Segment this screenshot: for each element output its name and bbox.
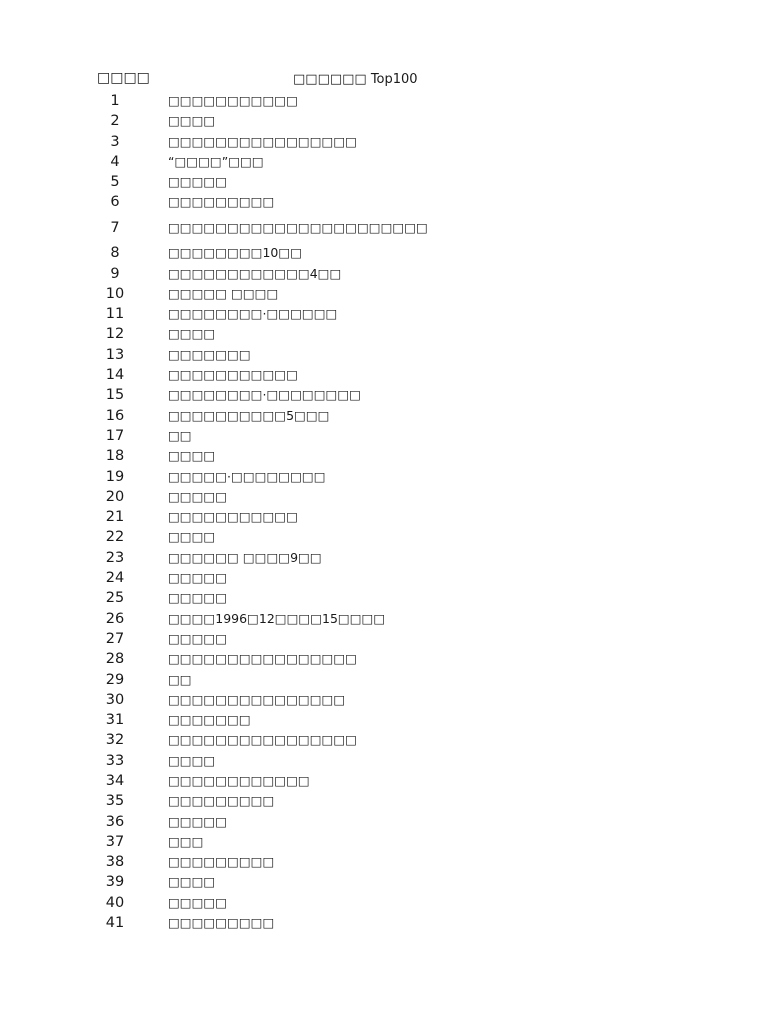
- list-item: [0, 913, 768, 933]
- item-title: □□□□□□□□□□□□□□□□: [168, 732, 357, 748]
- item-title: □□□□□: [168, 488, 228, 504]
- list-item: [0, 670, 768, 690]
- item-title: □□□□□□□□□□□: [168, 509, 298, 525]
- rank-number: 5: [110, 174, 120, 191]
- rank-number: 30: [105, 691, 125, 708]
- item-title: □□□□□□□□□□□□□□□□□□□□□□: [168, 219, 428, 235]
- rank-number: 11: [105, 306, 125, 323]
- item-title: □□□□□□ □□□□9□□: [168, 549, 322, 565]
- list-item: [0, 284, 768, 304]
- list-item: [0, 548, 768, 568]
- list-item: [0, 192, 768, 212]
- ranking-list: [0, 91, 768, 933]
- list-item: [0, 213, 768, 244]
- item-title: □□: [168, 671, 192, 687]
- rank-number: 20: [105, 488, 125, 505]
- item-title: □□□□□□□: [168, 346, 251, 362]
- rank-number: 4: [110, 153, 120, 170]
- rank-number: 40: [105, 894, 125, 911]
- list-item: [0, 832, 768, 852]
- list-item: [0, 264, 768, 284]
- rank-number: 34: [105, 773, 125, 789]
- rank-number: 24: [105, 570, 125, 587]
- item-title: □□□□□□□□□□□: [168, 367, 298, 383]
- rank-number: 27: [105, 630, 125, 647]
- item-title: □□□□□□□□□□□□□□□□: [168, 651, 357, 667]
- item-title: □□□□□□□□□: [168, 194, 275, 210]
- item-title: □□□□□: [168, 174, 228, 190]
- rank-number: 2: [110, 113, 120, 130]
- rank-number: 6: [110, 194, 120, 211]
- rank-number: 32: [105, 732, 125, 749]
- rank-number: 7: [110, 219, 120, 236]
- item-title: □□□□□□□□·□□□□□□□□: [168, 387, 361, 403]
- list-item: [0, 812, 768, 832]
- list-item: [0, 406, 768, 426]
- item-title: □□□□□□□: [168, 712, 251, 728]
- item-title: □□□□□□□□□□□□□□□: [168, 691, 346, 707]
- list-item: [0, 467, 768, 487]
- item-title: □□□□□: [168, 590, 228, 606]
- item-title: □□□□1996□12□□□□15□□□□: [168, 610, 386, 626]
- rank-number: 14: [105, 367, 125, 384]
- rank-number: 12: [105, 326, 125, 343]
- item-title: □□□□□□□□□□□: [168, 93, 298, 108]
- item-title: □□□□□□□□□□5□□□: [168, 407, 330, 423]
- item-title: □□: [168, 427, 192, 443]
- rank-number: 10: [105, 285, 125, 302]
- item-title: □□□□□□□□□: [168, 793, 275, 809]
- rank-number: 29: [105, 671, 125, 688]
- list-item: [0, 771, 768, 791]
- item-title: □□□□□ □□□□: [168, 285, 279, 301]
- list-item: [0, 852, 768, 872]
- item-title: □□□□□: [168, 570, 228, 586]
- list-item: [0, 568, 768, 588]
- page-title: □□□□□□ Top100: [293, 72, 418, 87]
- item-title: □□□□□□□□□□□□□□□□: [168, 133, 357, 149]
- rank-number: 9: [110, 265, 120, 282]
- rank-number: 17: [105, 427, 125, 444]
- list-item: [0, 132, 768, 152]
- item-title: □□□□: [168, 752, 216, 768]
- item-title: □□□□□·□□□□□□□□: [168, 468, 326, 484]
- list-item: [0, 304, 768, 324]
- rank-number: 39: [105, 874, 125, 891]
- list-item: [0, 152, 768, 172]
- rank-number: 41: [105, 915, 125, 932]
- rank-number: 35: [105, 793, 125, 810]
- item-title: □□□□: [168, 874, 216, 890]
- rank-number: 22: [105, 529, 125, 546]
- item-title: □□□□□: [168, 894, 228, 910]
- rank-number: 26: [105, 610, 125, 627]
- list-item: [0, 710, 768, 730]
- list-item: [0, 111, 768, 131]
- list-item: [0, 791, 768, 811]
- list-item: [0, 730, 768, 750]
- item-title: □□□□□□□□□: [168, 854, 275, 870]
- item-title: □□□□: [168, 326, 216, 342]
- list-item: [0, 345, 768, 365]
- rank-number: 13: [105, 346, 125, 363]
- rank-number: 18: [105, 448, 125, 465]
- item-title: □□□□: [168, 529, 216, 545]
- list-item: [0, 426, 768, 446]
- rank-number: 15: [105, 387, 125, 404]
- list-item: [0, 385, 768, 405]
- list-item: [0, 91, 768, 111]
- list-item: [0, 527, 768, 547]
- item-title: □□□□: [168, 113, 216, 129]
- rank-number: 16: [105, 407, 125, 424]
- list-item: [0, 446, 768, 466]
- item-title: “□□□□”□□□: [168, 153, 264, 169]
- list-item: [0, 629, 768, 649]
- rank-number: 23: [105, 549, 125, 566]
- list-item: [0, 487, 768, 507]
- list-item: [0, 649, 768, 669]
- list-item: [0, 324, 768, 344]
- rank-number: 37: [105, 833, 125, 850]
- list-item: [0, 893, 768, 913]
- rank-number: 19: [105, 468, 125, 485]
- rank-number: 38: [105, 854, 125, 871]
- item-title: □□□□□□□□10□□: [168, 245, 303, 261]
- list-item: [0, 609, 768, 629]
- list-item: [0, 588, 768, 608]
- item-title: □□□□□: [168, 813, 228, 829]
- list-item: [0, 243, 768, 263]
- rank-column-header: □□□□: [97, 70, 150, 86]
- item-title: □□□□□: [168, 630, 228, 646]
- rank-number: 1: [110, 93, 120, 109]
- list-item: [0, 872, 768, 892]
- rank-number: 8: [110, 245, 120, 262]
- list-item: [0, 172, 768, 192]
- rank-number: 3: [110, 133, 120, 150]
- rank-number: 31: [105, 712, 125, 729]
- item-title: □□□□□□□□·□□□□□□: [168, 306, 338, 322]
- item-title: □□□□□□□□□□□□: [168, 773, 310, 788]
- list-item: [0, 507, 768, 527]
- rank-number: 33: [105, 752, 125, 769]
- item-title: □□□: [168, 833, 204, 849]
- list-item: [0, 365, 768, 385]
- rank-number: 21: [105, 509, 125, 526]
- rank-number: 25: [105, 590, 125, 607]
- item-title: □□□□: [168, 448, 216, 464]
- rank-number: 36: [105, 813, 125, 830]
- list-header: [0, 70, 768, 90]
- item-title: □□□□□□□□□□□□4□□: [168, 265, 342, 281]
- list-item: [0, 751, 768, 771]
- list-item: [0, 690, 768, 710]
- item-title: □□□□□□□□□: [168, 915, 275, 931]
- rank-number: 28: [105, 651, 125, 668]
